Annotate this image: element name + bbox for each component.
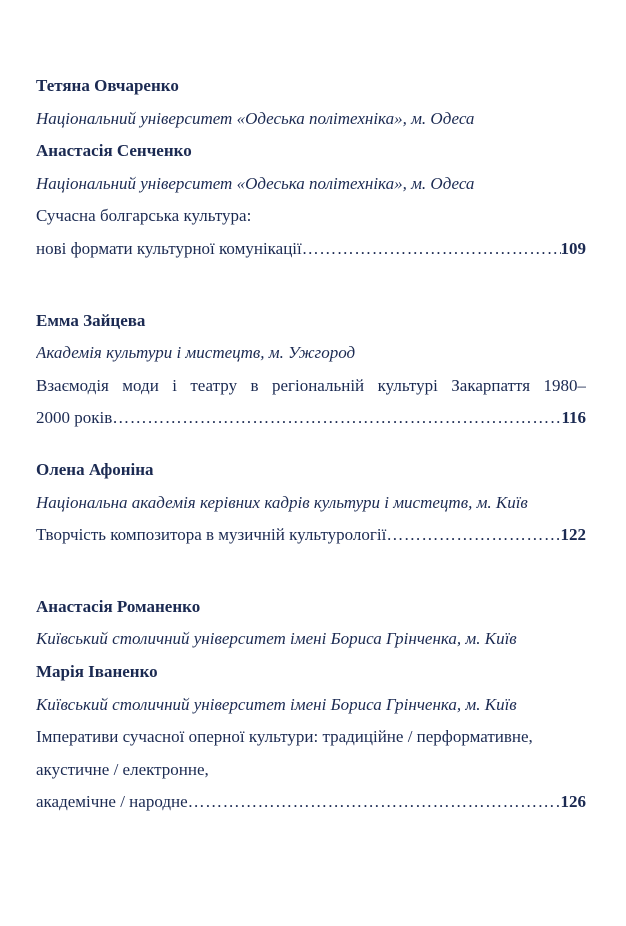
page-number[interactable]: 109 <box>560 238 586 258</box>
dot-leader <box>386 519 560 552</box>
toc-entry <box>36 454 586 552</box>
article-title-last-line[interactable] <box>36 402 586 435</box>
article-title: Імперативи сучасної оперної культури: традиційне / перформативне, <box>36 727 533 747</box>
article-title: академічне / народне <box>36 792 188 812</box>
article-title: Творчість композитора в музичній культурології <box>36 525 387 545</box>
article-title-last-line[interactable] <box>36 786 586 819</box>
author-name: Марія Іваненко <box>36 661 158 681</box>
author-name: Олена Афоніна <box>36 459 154 479</box>
page-number[interactable]: 122 <box>560 525 586 545</box>
dot-leader <box>188 786 561 819</box>
dot-leader <box>302 233 561 266</box>
author-affiliation: Академія культури і мистецтв, м. Ужгород <box>36 343 356 363</box>
page-number[interactable]: 126 <box>560 792 586 812</box>
author-name: Анастасія Романенко <box>36 596 201 616</box>
author-affiliation: Київський столичний університет імені Бориса Грінченка, м. Київ <box>36 629 517 649</box>
toc-entry <box>36 70 586 266</box>
article-title: Взаємодія моди і театру в регіональній культурі Закарпаття 1980– <box>36 375 586 395</box>
author-name: Тетяна Овчаренко <box>36 76 179 95</box>
article-title: 2000 років <box>36 408 113 428</box>
article-title-last-line[interactable] <box>36 233 586 266</box>
author-affiliation: Національний університет «Одеська політехніка», м. Одеса <box>36 173 475 193</box>
author-affiliation: Київський столичний університет імені Бориса Грінченка, м. Київ <box>36 694 517 714</box>
dot-leader <box>112 402 561 435</box>
article-title-last-line[interactable] <box>36 519 586 552</box>
author-name: Анастасія Сенченко <box>36 141 192 161</box>
article-title: акустичне / електронне, <box>36 759 209 779</box>
author-affiliation: Національна академія керівних кадрів культури і мистецтв, м. Київ <box>36 492 528 512</box>
author-affiliation: Національний університет «Одеська політехніка», м. Одеса <box>36 108 475 128</box>
author-name: Емма Зайцева <box>36 310 146 330</box>
article-title: нові формати культурної комунікації <box>36 238 302 258</box>
toc-entry <box>36 591 586 819</box>
table-of-contents <box>36 70 586 819</box>
toc-entry <box>36 305 586 435</box>
page-number[interactable]: 116 <box>561 408 586 428</box>
article-title: Сучасна болгарська культура: <box>36 206 252 226</box>
